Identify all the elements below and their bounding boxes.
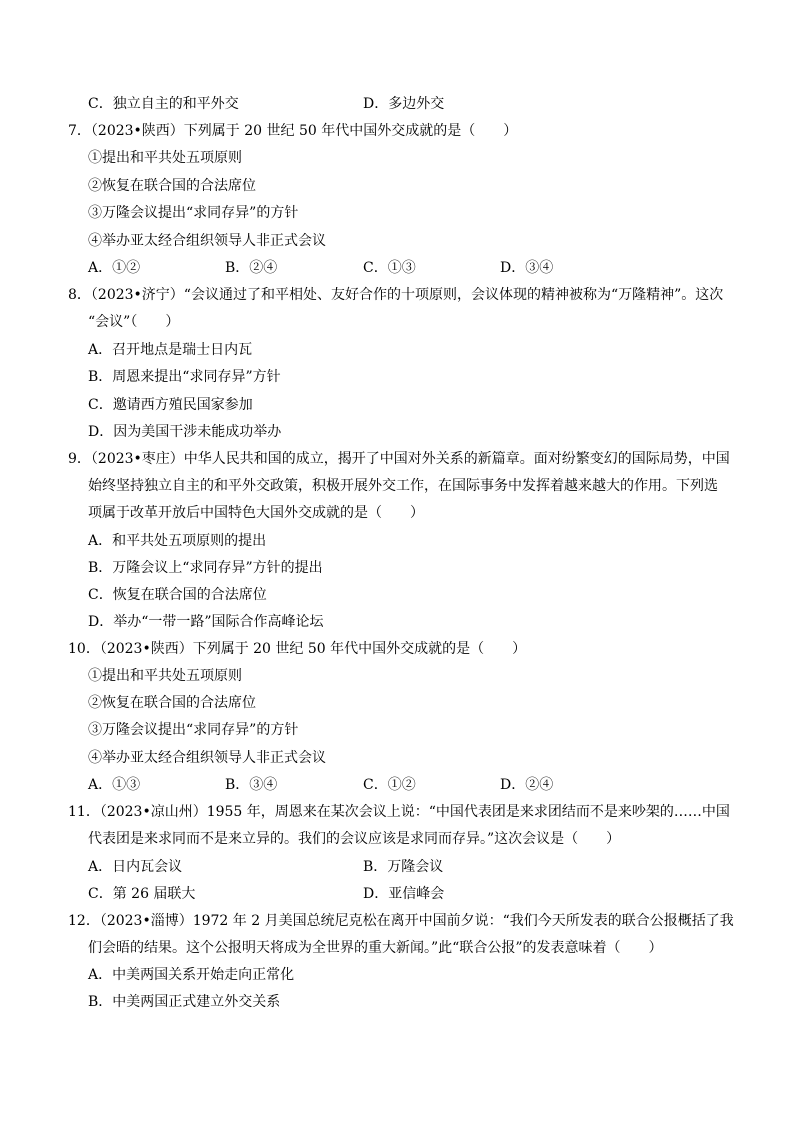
q8-stem-line-2: “会议”（ ） (88, 314, 180, 330)
q12-stem-line-2: 们会晤的结果。这个公报明天将成为全世界的重大新闻。”此“联合公报”的发表意味着（ ） (88, 940, 663, 956)
q10-option-b: B．③④ (225, 777, 278, 793)
option-c: C．独立自主的和平外交 (88, 96, 239, 112)
q11-option-a: A．日内瓦会议 (88, 859, 183, 875)
q10-item-4: ④举办亚太经合组织领导人非正式会议 (88, 750, 326, 766)
q12-option-a: A．中美两国关系开始走向正常化 (88, 967, 295, 983)
q10-stem: 10．（2023•陕西）下列属于 20 世纪 50 年代中国外交成就的是（ ） (68, 641, 527, 657)
q11-option-b: B．万隆会议 (363, 859, 444, 875)
q9-option-d: D．举办“一带一路”国际合作高峰论坛 (88, 614, 324, 630)
q8-option-c: C．邀请西方殖民国家参加 (88, 397, 253, 413)
q10-option-d: D．②④ (500, 777, 554, 793)
option-d: D．多边外交 (363, 96, 445, 112)
q7-option-a: A．①② (88, 260, 141, 276)
q7-item-2: ②恢复在联合国的合法席位 (88, 178, 256, 194)
q7-option-c: C．①③ (363, 260, 416, 276)
q7-stem: 7．（2023•陕西）下列属于 20 世纪 50 年代中国外交成就的是（ ） (68, 123, 518, 139)
q7-item-1: ①提出和平共处五项原则 (88, 150, 242, 166)
q7-item-3: ③万隆会议提出“求同存异”的方针 (88, 205, 299, 221)
q8-option-b: B．周恩来提出“求同存异”方针 (88, 369, 281, 385)
q9-option-a: A．和平共处五项原则的提出 (88, 533, 267, 549)
q7-item-4: ④举办亚太经合组织领导人非正式会议 (88, 233, 326, 249)
q10-option-c: C．①② (363, 777, 416, 793)
q7-option-d: D．③④ (500, 260, 554, 276)
q12-stem-line-1: 12．（2023•淄博）1972 年 2 月美国总统尼克松在离开中国前夕说：“我们今天所发表的联合公报概括了我 (68, 913, 734, 929)
q9-stem-line-3: 项属于改革开放后中国特色大国外交成就的是（ ） (88, 505, 424, 521)
q10-item-2: ②恢复在联合国的合法席位 (88, 695, 256, 711)
q11-option-c: C．第 26 届联大 (88, 886, 196, 902)
q10-item-1: ①提出和平共处五项原则 (88, 668, 242, 684)
q10-option-a: A．①③ (88, 777, 141, 793)
q12-option-b: B．中美两国正式建立外交关系 (88, 994, 281, 1010)
q9-option-c: C．恢复在联合国的合法席位 (88, 587, 267, 603)
q9-option-b: B．万隆会议上“求同存异”方针的提出 (88, 560, 323, 576)
q8-option-d: D．因为美国干涉未能成功举办 (88, 424, 282, 440)
q9-stem-line-1: 9．（2023•枣庄）中华人民共和国的成立，揭开了中国对外关系的新篇章。面对纷繁变幻的国际局势，中国 (68, 451, 730, 467)
q11-stem-line-1: 11．（2023•凉山州）1955 年，周恩来在某次会议上说：“中国代表团是来求团结而不是来吵架的……中国 (68, 804, 730, 820)
q11-option-d: D．亚信峰会 (363, 886, 445, 902)
q8-option-a: A．召开地点是瑞士日内瓦 (88, 342, 253, 358)
q7-option-b: B．②④ (225, 260, 278, 276)
q9-stem-line-2: 始终坚持独立自主的和平外交政策，积极开展外交工作，在国际事务中发挥着越来越大的作用。下列选 (88, 478, 718, 494)
q11-stem-line-2: 代表团是来求同而不是来立异的。我们的会议应该是求同而存异。”这次会议是（ ） (88, 831, 621, 847)
q10-item-3: ③万隆会议提出“求同存异”的方针 (88, 722, 299, 738)
q8-stem-line-1: 8．（2023•济宁）“会议通过了和平相处、友好合作的十项原则，会议体现的精神被称为“万隆精神”。这次 (68, 287, 724, 303)
